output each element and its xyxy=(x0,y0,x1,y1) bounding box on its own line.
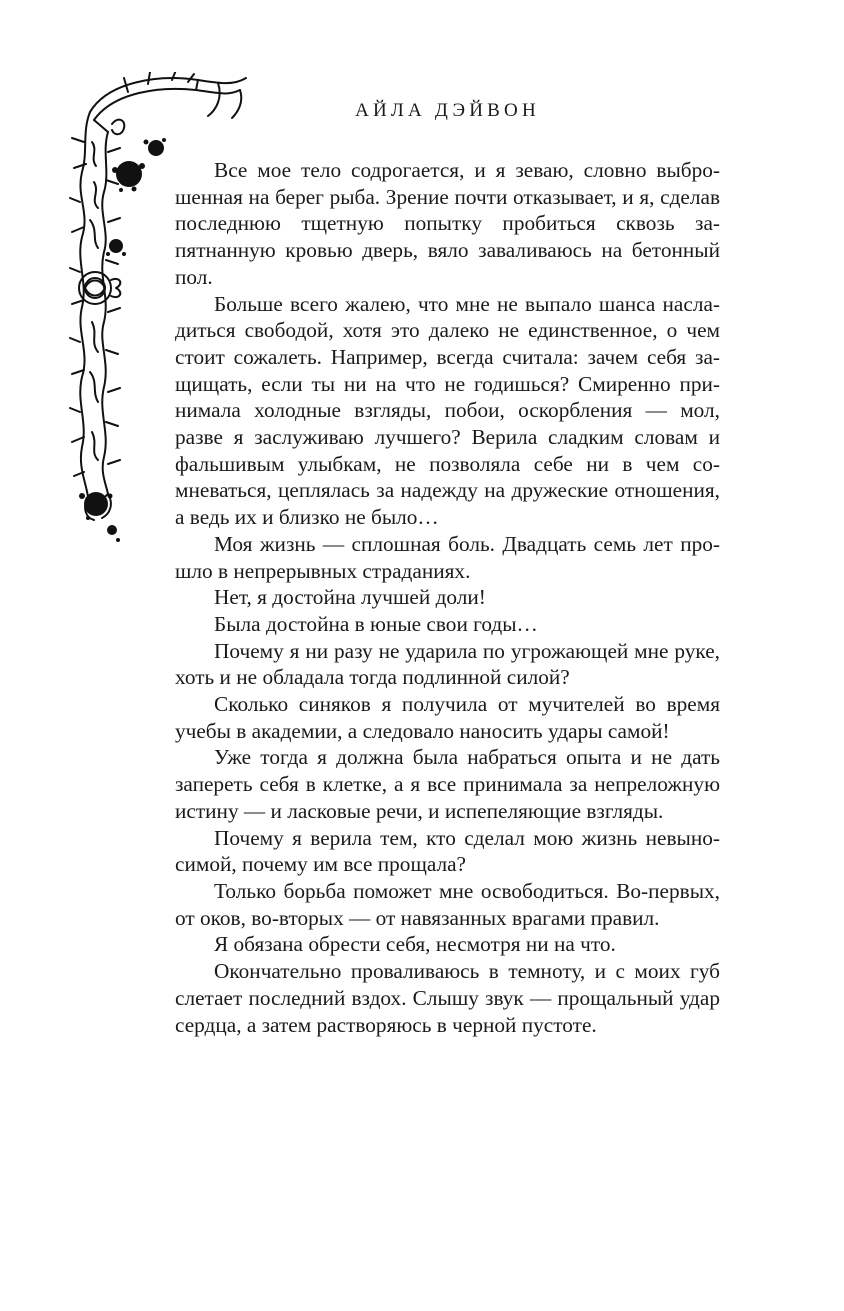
paragraph: Моя жизнь — сплошная боль. Двадцать семь лет прошло в непрерывных страданиях. xyxy=(175,531,720,583)
paragraph: Нет, я достойна лучшей доли! xyxy=(214,585,486,610)
paragraph: Уже тогда я должна была набраться опыта и не дать запереть себя в клетке, а я все принимала за непреложную истину — и ласковые речи, и испепеляющие взгляды. xyxy=(175,745,720,823)
paragraph: Почему я верила тем, кто сделал мою жизнь невыносимой, почему им все прощала? xyxy=(175,825,720,877)
paragraph: Больше всего жалею, что мне не выпало шанса насладиться свободой, хотя это далеко не единственное, о чем стоит сожалеть. Например, всегда считала: зачем себя защищать, если ты ни на что не годишься? Смиренно принимала холодные взгляды, побои, оскорбления — мол, разве я заслуживаю лучшего? Верила сладким словам и фальшивым улыбкам, не позволяла себе ни в чем сомневаться, цеплялась за надежду на дружеские отношения, а ведь их и близко не было… xyxy=(175,291,720,530)
paragraph: Я обязана обрести себя, несмотря ни на что. xyxy=(214,932,616,957)
paragraph: Была достойна в юные свои годы… xyxy=(214,611,538,636)
paragraph: Почему я ни разу не ударила по угрожающей мне руке, хоть и не обладала тогда подлинной силой? xyxy=(175,638,720,690)
chapter-text xyxy=(175,157,720,1038)
paragraph: Все мое тело содрогается, и я зеваю, словно выброшенная на берег рыба. Зрение почти отказывает, и я, сделав последнюю тщетную попытку пробиться сквозь запятнанную кровью дверь, вяло заваливаюсь на бетонный пол. xyxy=(175,158,720,289)
running-head-author: АЙЛА ДЭЙВОН xyxy=(355,100,540,121)
paragraph: Сколько синяков я получила от мучителей во время учебы в академии, а следовало наносить удары самой! xyxy=(175,692,720,743)
paragraph: Только борьба поможет мне освободиться. Во-первых, от оков, во-вторых — от навязанных врагами правил. xyxy=(175,878,720,930)
paragraph: Окончательно проваливаюсь в темноту, и с моих губ слетает последний вздох. Слышу звук — прощальный удар сердца, а затем растворяюсь в черной пустоте. xyxy=(175,959,720,1037)
